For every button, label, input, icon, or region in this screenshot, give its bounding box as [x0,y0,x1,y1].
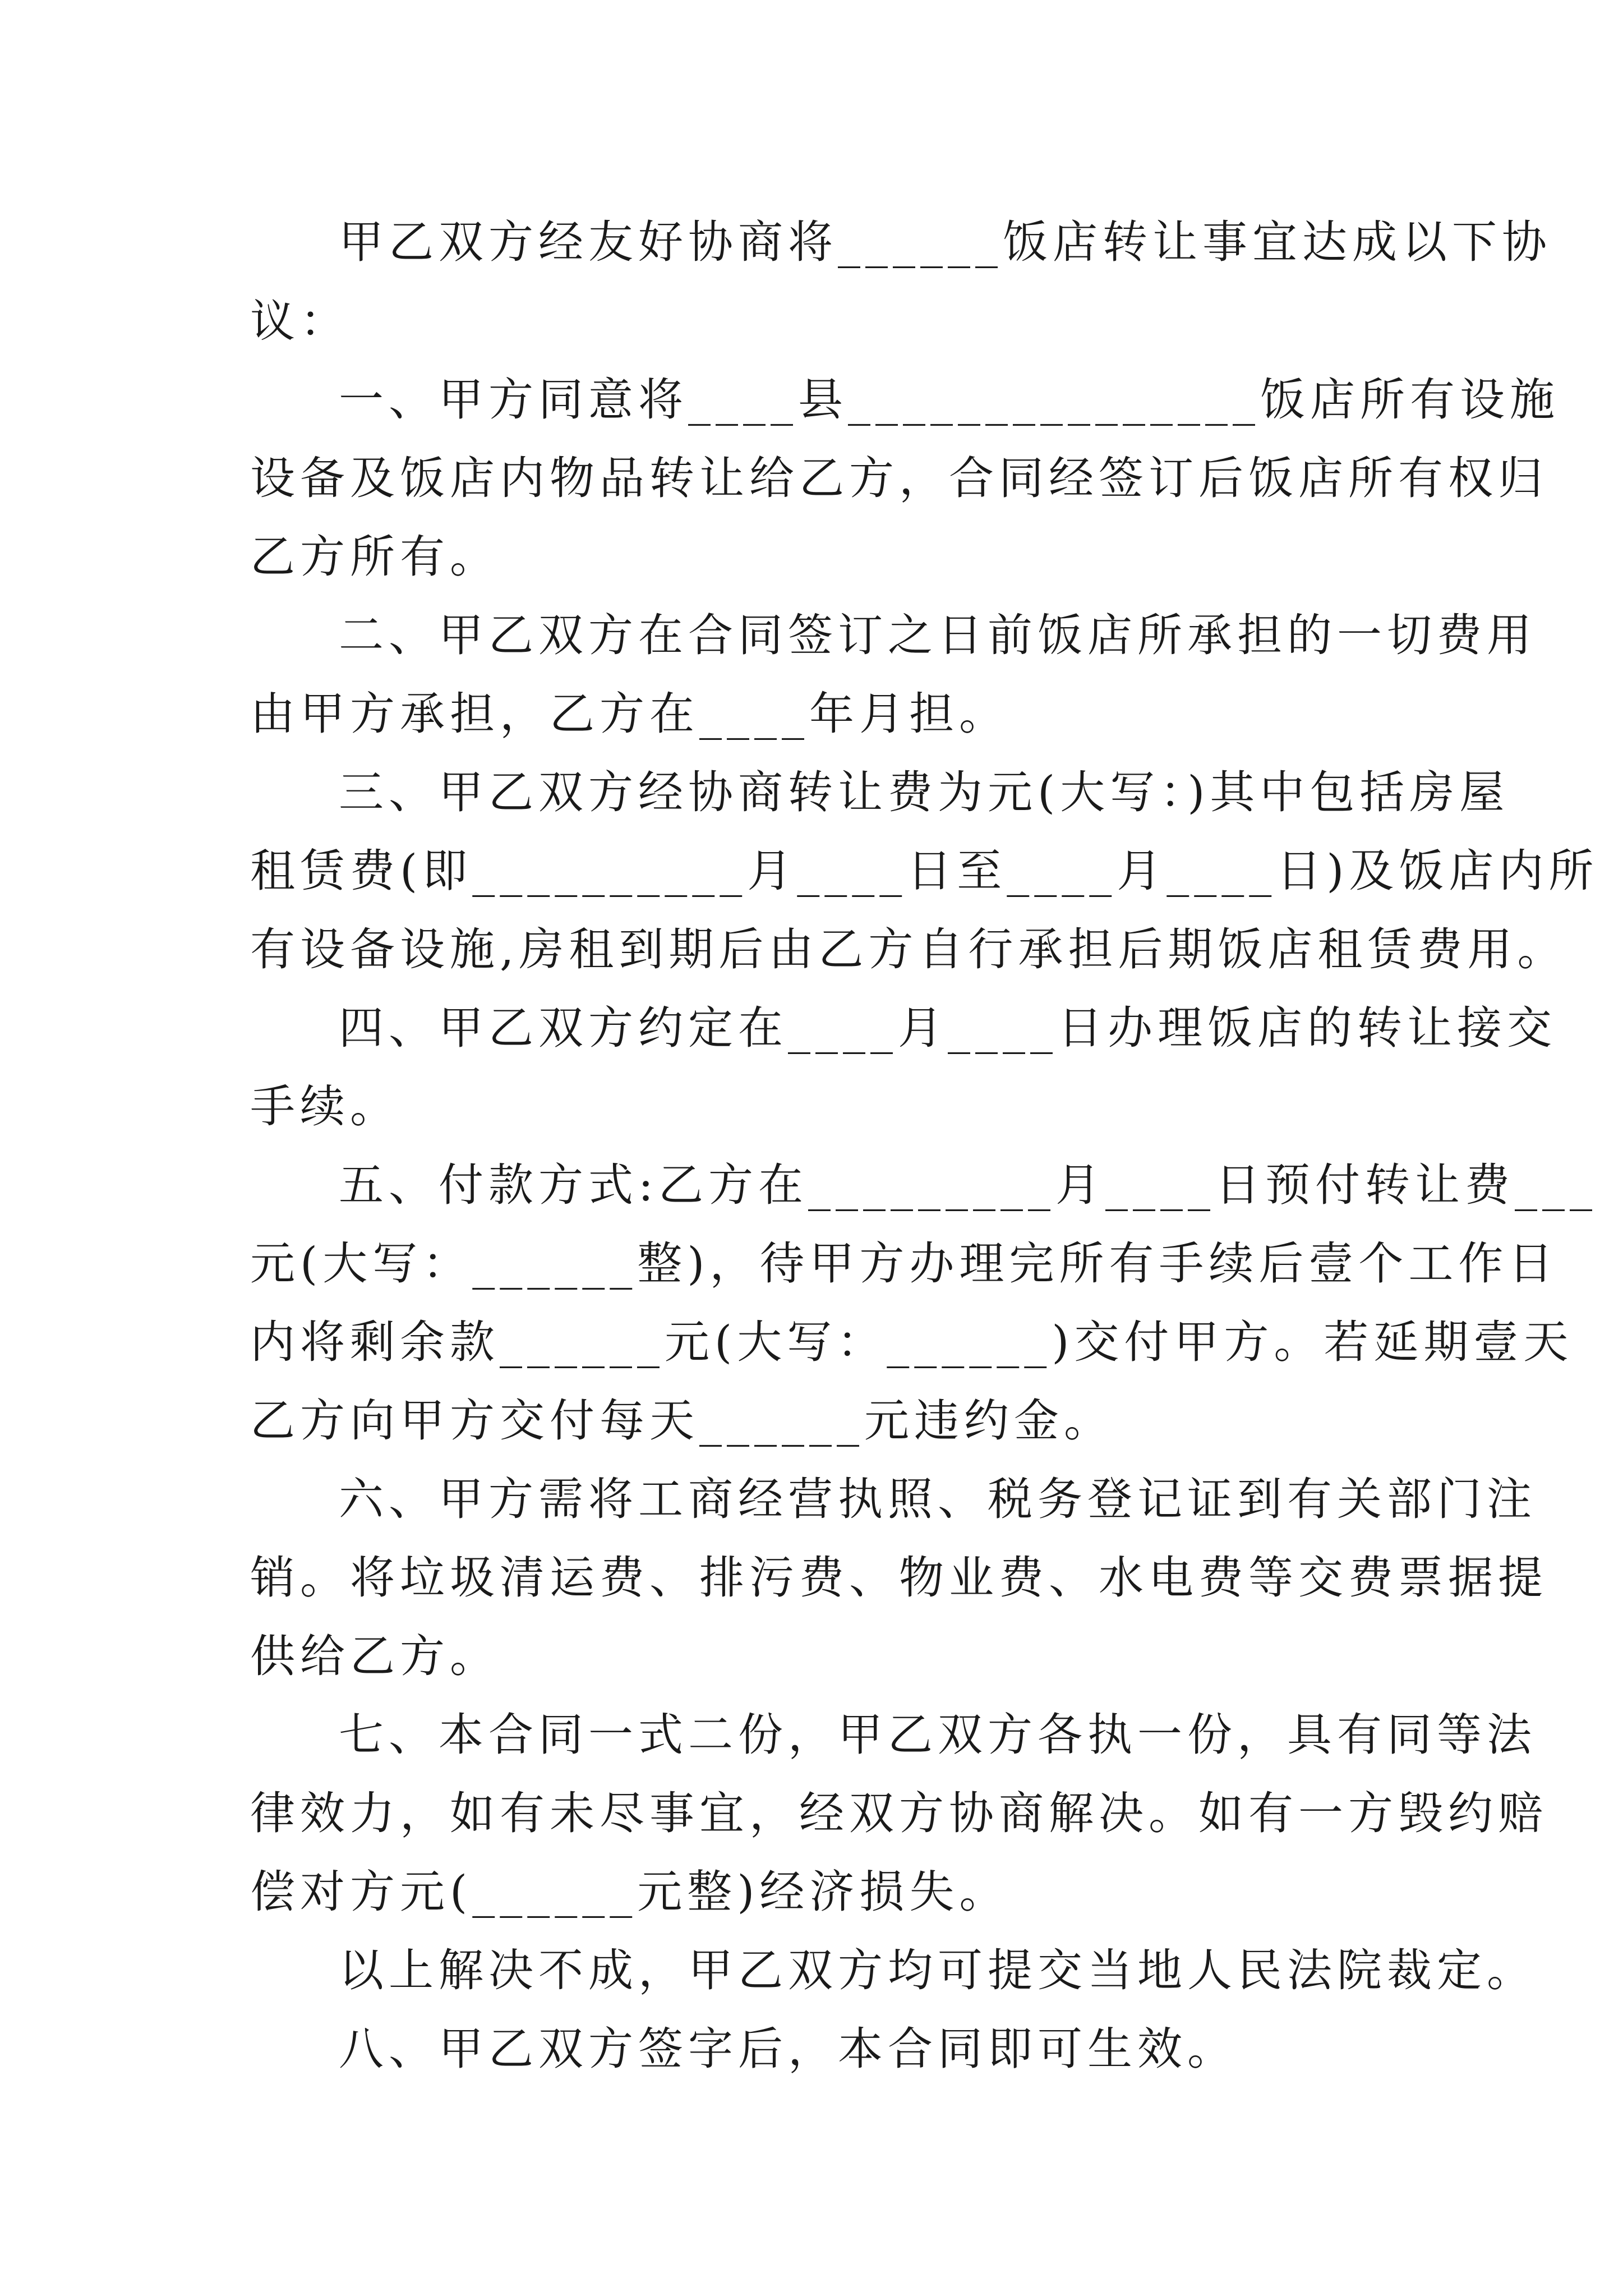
clause-1-line-2: 设备及饭店内物品转让给乙方，合同经签订后饭店所有权归 [250,452,1548,504]
clause-6-line-3: 供给乙方。 [250,1630,500,1682]
clause-4-line-2: 手续。 [250,1080,400,1133]
clause-7-line-2: 律效力，如有未尽事宜，经双方协商解决。如有一方毁约赔 [250,1787,1548,1839]
clause-5-line-4: 乙方向甲方交付每天______元违约金。 [250,1395,1114,1447]
clause-6-line-1: 六、甲方需将工商经营执照、税务登记证到有关部门注 [339,1473,1537,1525]
clause-7-line-1: 七、本合同一式二份，甲乙双方各执一份，具有同等法 [339,1709,1537,1761]
clause-5-line-2: 元(大写：______整)，待甲方办理完所有手续后壹个工作日 [250,1237,1559,1290]
clause-3-line-1: 三、甲乙双方经协商转让费为元(大写：)其中包括房屋 [339,766,1510,818]
clause-7-line-3: 偿对方元(______元整)经济损失。 [250,1866,1009,1918]
clause-3-line-2: 租赁费(即__________月____日至____月____日)及饭店内所 [250,845,1599,897]
clause-2-line-1: 二、甲乙双方在合同签订之日前饭店所承担的一切费用 [339,609,1537,661]
clause-5-line-1: 五、付款方式:乙方在_________月____日预付转让费___ [339,1159,1597,1211]
clause-1-line-1: 一、甲方同意将____县_______________饭店所有设施 [339,374,1560,426]
clause-5-line-3: 内将剩余款______元(大写：______)交付甲方。若延期壹天 [250,1316,1574,1368]
intro-line-2: 议： [250,295,350,347]
clause-8-line-1: 八、甲乙双方签字后，本合同即可生效。 [339,2023,1237,2075]
clause-1-line-3: 乙方所有。 [250,531,500,583]
clause-4-line-1: 四、甲乙双方约定在____月____日办理饭店的转让接交 [339,1002,1557,1054]
intro-line-1: 甲乙双方经友好协商将______饭店转让事宜达成以下协 [339,216,1552,268]
clause-3-line-3: 有设备设施,房租到期后由乙方自行承担后期饭店租赁费用。 [250,923,1567,976]
clause-6-line-2: 销。将垃圾清运费、排污费、物业费、水电费等交费票据提 [250,1552,1548,1604]
clause-2-line-2: 由甲方承担，乙方在____年月担。 [250,688,1009,740]
dispute-line: 以上解决不成，甲乙双方均可提交当地人民法院裁定。 [339,1944,1537,1996]
